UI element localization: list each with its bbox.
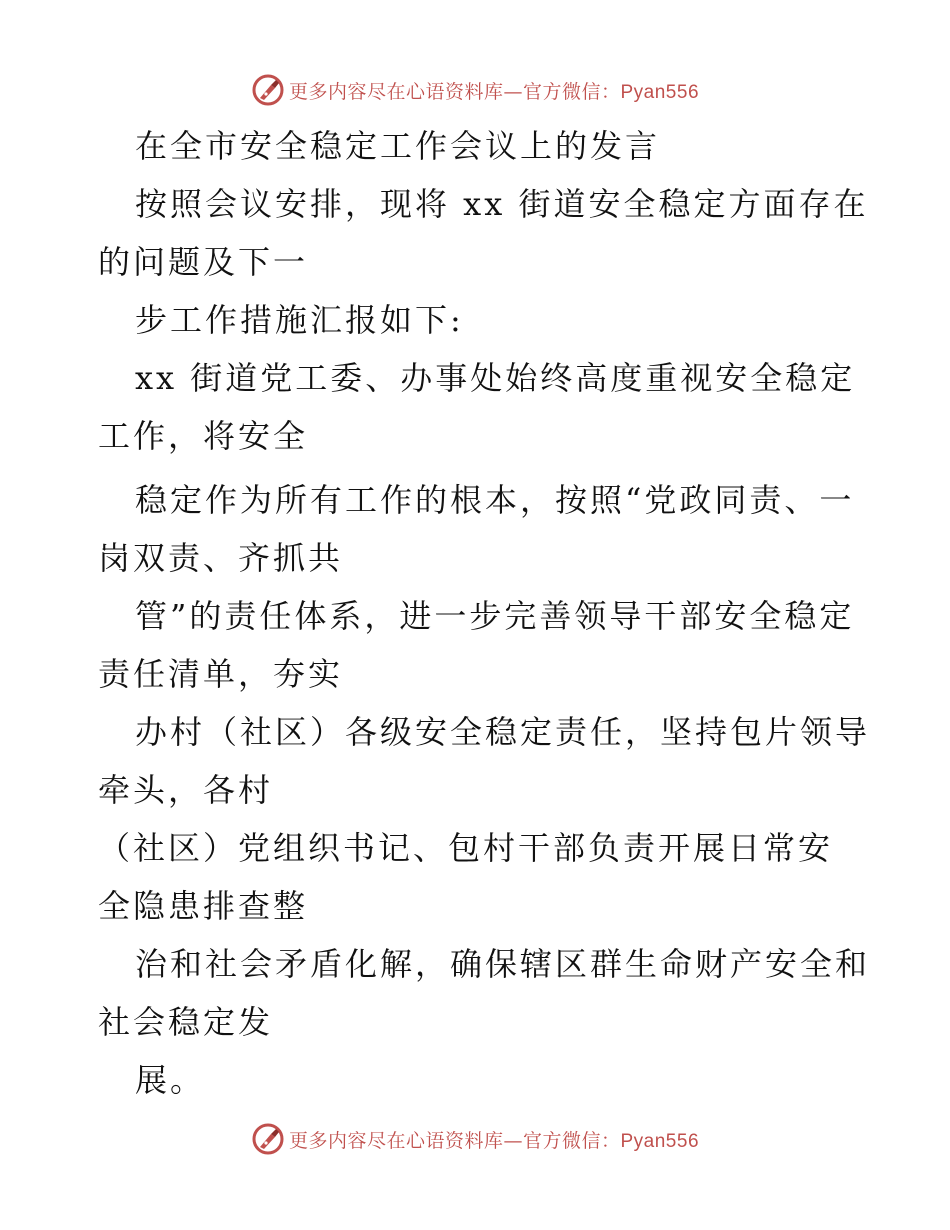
doc-line: 社会稳定发 xyxy=(98,1003,274,1041)
doc-line: 工作，将安全 xyxy=(98,417,309,455)
doc-line: 展。 xyxy=(135,1061,206,1099)
banner-site-text: 更多内容尽在心语资料库 xyxy=(288,80,504,103)
doc-line: 按照会议安排，现将 xx 街道安全稳定方面存在 xyxy=(135,185,869,223)
banner-wechat-id: Pyan556 xyxy=(620,1130,700,1152)
doc-line: 牵头，各村 xyxy=(98,771,274,809)
banner-wechat-label: 官方微信： xyxy=(522,1129,621,1152)
banner-separator: — xyxy=(503,80,523,103)
doc-line: 治和社会矛盾化解，确保辖区群生命财产安全和 xyxy=(135,945,871,983)
doc-line: 稳定作为所有工作的根本，按照“党政同责、一 xyxy=(135,481,855,519)
banner-wechat-label: 官方微信： xyxy=(522,80,621,103)
doc-line: 管”的责任体系，进一步完善领导干部安全稳定 xyxy=(135,597,855,635)
doc-line: 的问题及下一 xyxy=(98,243,309,281)
doc-line: 步工作措施汇报如下: xyxy=(135,301,464,339)
doc-title: 在全市安全稳定工作会议上的发言 xyxy=(135,127,661,165)
doc-line: xx 街道党工委、办事处始终高度重视安全稳定 xyxy=(135,359,856,397)
doc-line: 责任清单，夯实 xyxy=(98,655,344,693)
doc-line: 岗双责、齐抓共 xyxy=(98,539,344,577)
banner-wechat-id: Pyan556 xyxy=(620,81,700,103)
doc-line: 全隐患排查整 xyxy=(98,887,309,925)
doc-line: （社区）党组织书记、包村干部负责开展日常安 xyxy=(98,829,834,867)
pen-nib-logo-icon xyxy=(251,1122,285,1156)
banner-separator: — xyxy=(503,1129,523,1152)
doc-line: 办村（社区）各级安全稳定责任，坚持包片领导 xyxy=(135,713,871,751)
footer-banner xyxy=(0,1119,950,1159)
banner-site-text: 更多内容尽在心语资料库 xyxy=(288,1129,504,1152)
